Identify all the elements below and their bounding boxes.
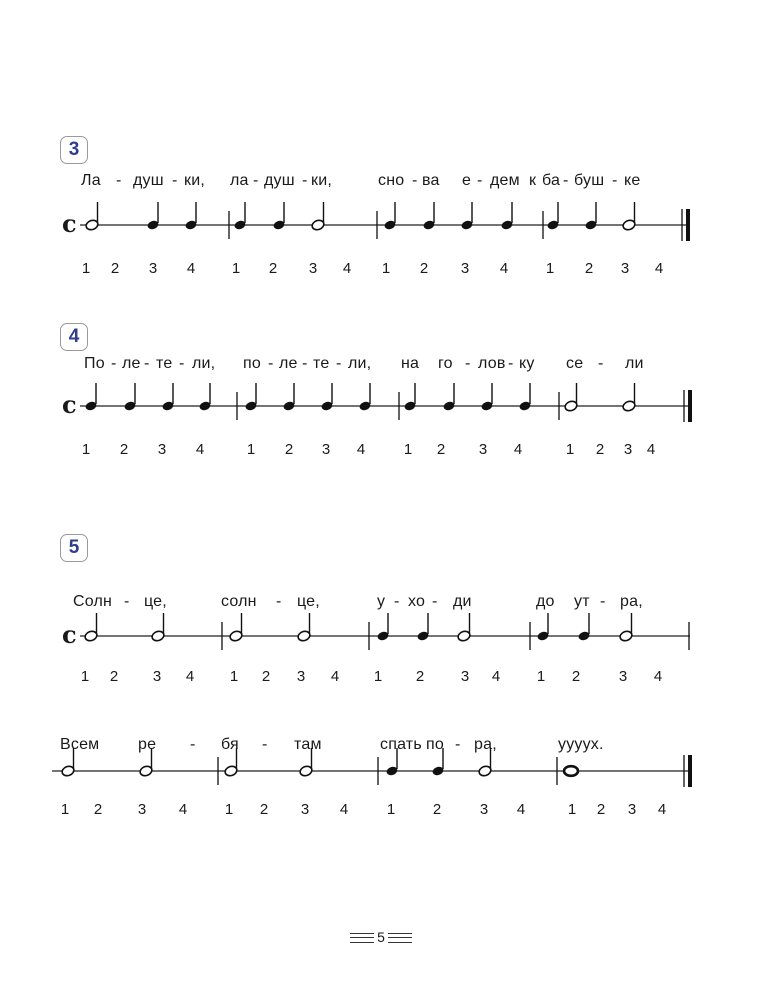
beat-count: 1 [381,260,391,277]
lyric-hyphen: - [179,355,185,372]
lyric-hyphen: - [268,355,274,372]
beat-count: 1 [246,441,256,458]
quarter-note [416,613,429,642]
lyric-syllable: се [566,355,584,372]
beat-count: 2 [109,668,119,685]
whole-note [564,766,578,776]
beat-count: 1 [565,441,575,458]
lyric-syllable: сно [378,172,405,189]
beat-count: 4 [339,801,349,818]
beat-count: 1 [81,441,91,458]
lyric-syllable: к [529,172,537,189]
lyric-syllable: те [313,355,330,372]
beat-count: 2 [571,668,581,685]
beat-count: 3 [620,260,630,277]
lyric-syllable: лов [478,355,506,372]
beat-count: 2 [93,801,103,818]
time-signature: c [62,620,77,649]
page-number-footer [0,929,762,945]
lyric-hyphen: - [612,172,618,189]
lyric-syllable: ле [122,355,141,372]
beat-count: 4 [356,441,366,458]
beat-count: 2 [110,260,120,277]
beat-count: 2 [436,441,446,458]
beat-count: 3 [623,441,633,458]
quarter-note [272,202,285,231]
quarter-note [422,202,435,231]
lyric-syllable: дем [490,172,520,189]
lyric-syllable: По [84,355,105,372]
lyric-syllable: ла [230,172,249,189]
half-note [619,613,633,642]
beat-count: 1 [81,260,91,277]
lyric-syllable: солн [221,593,257,610]
quarter-note [198,383,211,412]
beat-count: 3 [460,260,470,277]
lyric-hyphen: - [394,593,400,610]
beat-count: 3 [321,441,331,458]
quarter-note [244,383,257,412]
quarter-note [500,202,513,231]
beat-count: 4 [657,801,667,818]
beat-count: 1 [386,801,396,818]
half-note [224,748,238,777]
lyric-hyphen: - [144,355,150,372]
half-note [61,748,75,777]
lyric-syllable: там [294,736,322,753]
quarter-note [123,383,136,412]
lyric-syllable: ли, [348,355,372,372]
beat-count: 3 [148,260,158,277]
quarter-note [431,748,444,777]
lyric-syllable: е [462,172,472,189]
lyric-hyphen: - [563,172,569,189]
beat-count: 4 [499,260,509,277]
lyric-hyphen: - [598,355,604,372]
lyric-hyphen: - [116,172,122,189]
quarter-note [282,383,295,412]
lyric-syllable: ки, [311,172,332,189]
beat-count: 4 [513,441,523,458]
beat-count: 1 [60,801,70,818]
lyric-hyphen: - [600,593,606,610]
half-note [139,748,153,777]
lyric-syllable: душ [133,172,164,189]
beat-count: 2 [119,441,129,458]
half-note [299,748,313,777]
beat-count: 4 [195,441,205,458]
lyric-hyphen: - [465,355,471,372]
lyric-hyphen: - [302,172,308,189]
beat-count: 4 [653,668,663,685]
time-signature: c [62,390,77,419]
lyric-syllable: ке [624,172,641,189]
lyric-hyphen: - [172,172,178,189]
lyric-syllable: ра, [474,736,497,753]
lyric-hyphen: - [302,355,308,372]
quarter-note [460,202,473,231]
lyric-syllable: буш [574,172,605,189]
lyric-syllable: ки, [184,172,205,189]
quarter-note [358,383,371,412]
half-note [478,748,492,777]
beat-count: 3 [460,668,470,685]
lyric-syllable: ут [574,593,590,610]
rhythm-staff [0,616,762,656]
lyric-hyphen: - [336,355,342,372]
quarter-note [320,383,333,412]
beat-count: 1 [536,668,546,685]
beat-count: 3 [478,441,488,458]
beat-count: 1 [224,801,234,818]
beat-count: 3 [308,260,318,277]
lyric-hyphen: - [455,736,461,753]
lyric-syllable: у [377,593,386,610]
lyric-syllable: душ [264,172,295,189]
lyric-syllable: це, [144,593,167,610]
lyric-syllable: Солн [73,593,113,610]
lyric-syllable: ле [279,355,298,372]
beat-count: 4 [491,668,501,685]
half-note [622,383,636,412]
lyric-hyphen: - [477,172,483,189]
time-signature: c [62,209,77,238]
lyric-syllable: бя [221,736,239,753]
beat-count: 1 [229,668,239,685]
quarter-note [536,613,549,642]
quarter-note [84,383,97,412]
lyric-syllable: ли [625,355,644,372]
beat-count: 2 [268,260,278,277]
quarter-note [184,202,197,231]
beat-count: 2 [584,260,594,277]
lyric-hyphen: - [432,593,438,610]
half-note [622,202,636,231]
beat-count: 3 [296,668,306,685]
exercise-number-badge: 4 [60,323,88,351]
lyric-syllable: ре [138,736,157,753]
quarter-note [146,202,159,231]
lyric-syllable: хо [408,593,426,610]
beat-count: 1 [231,260,241,277]
rhythm-staff [0,751,762,791]
beat-count: 4 [646,441,656,458]
quarter-note [584,202,597,231]
beat-count: 2 [415,668,425,685]
beat-count: 2 [596,801,606,818]
beat-count: 4 [186,260,196,277]
half-note [84,613,98,642]
rhythm-staff [0,386,762,426]
beat-count: 1 [545,260,555,277]
lyric-hyphen: - [276,593,282,610]
beat-count: 3 [137,801,147,818]
half-note [229,613,243,642]
half-note [297,613,311,642]
lyric-hyphen: - [111,355,117,372]
lyric-syllable: до [536,593,555,610]
beat-count: 4 [185,668,195,685]
beat-count: 1 [403,441,413,458]
lyric-syllable: Ла [81,172,101,189]
decorative-rule [388,933,412,943]
beat-count: 4 [330,668,340,685]
beat-count: 2 [595,441,605,458]
half-note [564,383,578,412]
quarter-note [385,748,398,777]
lyric-syllable: ди [453,593,472,610]
page-number: 5 [377,929,385,945]
quarter-note [403,383,416,412]
quarter-note [442,383,455,412]
lyric-syllable: спать [380,736,422,753]
half-note [85,202,99,231]
lyric-hyphen: - [190,736,196,753]
beat-count: 2 [284,441,294,458]
beat-count: 2 [259,801,269,818]
quarter-note [518,383,531,412]
beat-count: 2 [261,668,271,685]
quarter-note [161,383,174,412]
beat-count: 1 [80,668,90,685]
quarter-note [376,613,389,642]
quarter-note [233,202,246,231]
lyric-syllable: го [438,355,453,372]
lyric-syllable: на [401,355,420,372]
half-note [311,202,325,231]
lyric-syllable: ба [542,172,561,189]
quarter-note [480,383,493,412]
lyric-syllable: ва [422,172,440,189]
beat-count: 3 [618,668,628,685]
quarter-note [577,613,590,642]
beat-count: 3 [300,801,310,818]
beat-count: 1 [373,668,383,685]
lyric-syllable: те [156,355,173,372]
exercise-number-badge: 3 [60,136,88,164]
lyric-hyphen: - [508,355,514,372]
lyric-syllable: ку [519,355,535,372]
beat-count: 4 [516,801,526,818]
beat-count: 3 [152,668,162,685]
beat-count: 2 [419,260,429,277]
lyric-hyphen: - [124,593,130,610]
lyric-syllable: по [243,355,261,372]
beat-count: 4 [654,260,664,277]
lyric-syllable: це, [297,593,320,610]
beat-count: 3 [157,441,167,458]
rhythm-staff [0,205,762,245]
half-note [457,613,471,642]
decorative-rule [350,933,374,943]
lyric-hyphen: - [262,736,268,753]
lyric-syllable: ра, [620,593,643,610]
beat-count: 1 [567,801,577,818]
beat-count: 3 [479,801,489,818]
beat-count: 4 [178,801,188,818]
beat-count: 3 [627,801,637,818]
lyric-hyphen: - [412,172,418,189]
lyric-syllable: уууух. [558,736,604,753]
lyric-syllable: Всем [60,736,100,753]
lyric-syllable: по [426,736,444,753]
lyric-syllable: ли, [192,355,216,372]
lyric-hyphen: - [253,172,259,189]
quarter-note [383,202,396,231]
beat-count: 4 [342,260,352,277]
quarter-note [546,202,559,231]
beat-count: 2 [432,801,442,818]
exercise-number-badge: 5 [60,534,88,562]
half-note [151,613,165,642]
